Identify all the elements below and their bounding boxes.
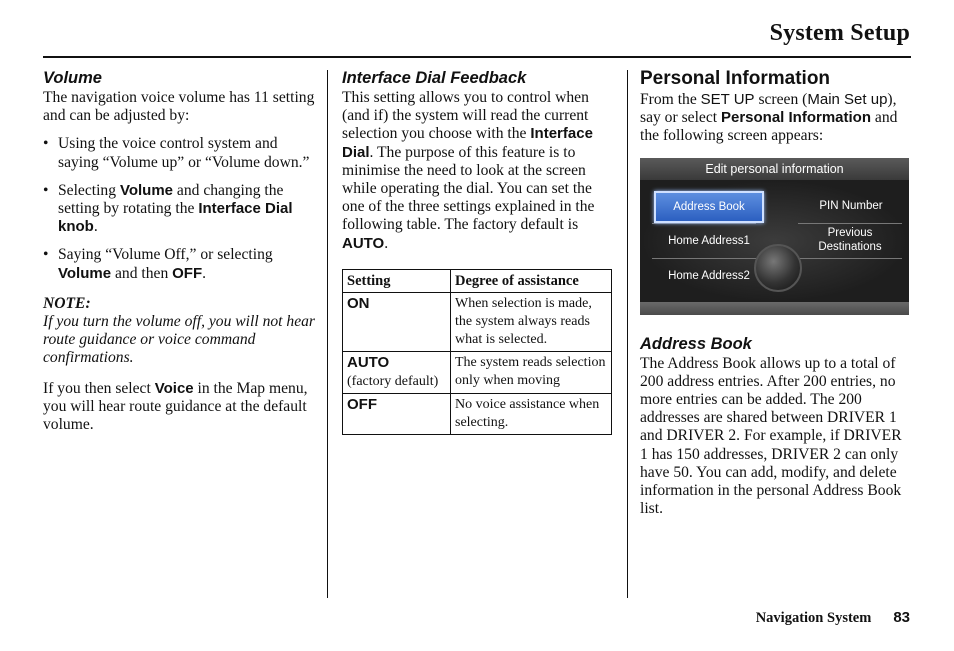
- title-rule: [43, 56, 911, 58]
- note-heading: NOTE:: [43, 294, 91, 312]
- list-item: • Selecting Volume and changing the setting by rotating the Interface Dial knob.: [43, 181, 293, 236]
- column-volume: [43, 67, 315, 434]
- table-row: [343, 293, 612, 352]
- volume-intro: The navigation voice volume has 11 setting and can be adjusted by:: [43, 89, 315, 125]
- address-book-paragraph: The Address Book allows up to a total of 200 address entries. After 200 entries, no more entries can be added. The 200 addresses are shared between DRIVER 1 and DRIVER 2. For example, if DRIVER 1 has 150 addresses, DRIVER 2 can only have 50. You can add, modify, and delete information in the personal Address Book list.: [640, 354, 902, 518]
- column-personal-information: [640, 67, 912, 518]
- list-item: • Saying “Volume Off,” or selecting Volume and then OFF.: [43, 246, 273, 282]
- desc-auto: The system reads selection only when moving: [451, 352, 612, 394]
- address-book-button[interactable]: Address Book: [654, 191, 764, 223]
- desc-off: No voice assistance when selecting.: [451, 394, 612, 435]
- list-item: • Using the voice control system and saying “Volume up” or “Volume down.”: [43, 135, 310, 171]
- screen-title: Edit personal information: [640, 158, 909, 180]
- pin-number-button[interactable]: PIN Number: [819, 199, 883, 212]
- table-row: [343, 352, 612, 394]
- table-row: [343, 394, 612, 435]
- page-footer: [756, 609, 910, 627]
- page-number: 83: [893, 609, 910, 626]
- personal-info-paragraph: From the SET UP screen (Main Set up), say or select Personal Information and the following screen appears:: [640, 91, 898, 145]
- note-text: If you turn the volume off, you will not hear route guidance or voice command confirmations.: [43, 313, 315, 367]
- footer-label: Navigation System: [755, 610, 872, 626]
- personal-info-heading: Personal Information: [640, 68, 831, 89]
- voice-paragraph: If you then select Voice in the Map menu, you will hear route guidance at the default volume.: [43, 379, 308, 434]
- interface-dial-paragraph: This setting allows you to control when (and if) the system will read the current selection you choose with the Interface Dial. The purpose of this feature is to minimise the need to look at the screen while operating the dial. You can set the one of the three settings explained in the following table. The factory default is AUTO.: [342, 89, 595, 252]
- table-header-row: [343, 269, 612, 292]
- column-interface-dial: [342, 67, 614, 435]
- page-title: System Setup: [769, 20, 910, 46]
- volume-heading: Volume: [43, 69, 102, 87]
- previous-destinations-button[interactable]: Previous Destinations: [818, 226, 882, 253]
- desc-on: When selection is made, the system always reads what is selected.: [451, 293, 612, 352]
- interface-dial-heading: Interface Dial Feedback: [342, 69, 527, 87]
- assistance-table: [342, 269, 612, 436]
- volume-bullets: [43, 135, 315, 282]
- nav-screenshot: [640, 158, 909, 315]
- home-address2-button[interactable]: Home Address2: [668, 269, 750, 282]
- home-address1-button[interactable]: Home Address1: [668, 234, 750, 247]
- setting-auto-sub: (factory default): [347, 374, 439, 390]
- setting-off: OFF: [347, 396, 377, 414]
- address-book-heading: Address Book: [640, 334, 752, 353]
- setting-auto: AUTO: [347, 354, 390, 372]
- setting-on: ON: [347, 295, 370, 313]
- table-header-setting: Setting: [343, 269, 451, 292]
- column-divider-1: [327, 70, 328, 598]
- table-header-degree: Degree of assistance: [451, 269, 612, 292]
- column-divider-2: [627, 70, 628, 598]
